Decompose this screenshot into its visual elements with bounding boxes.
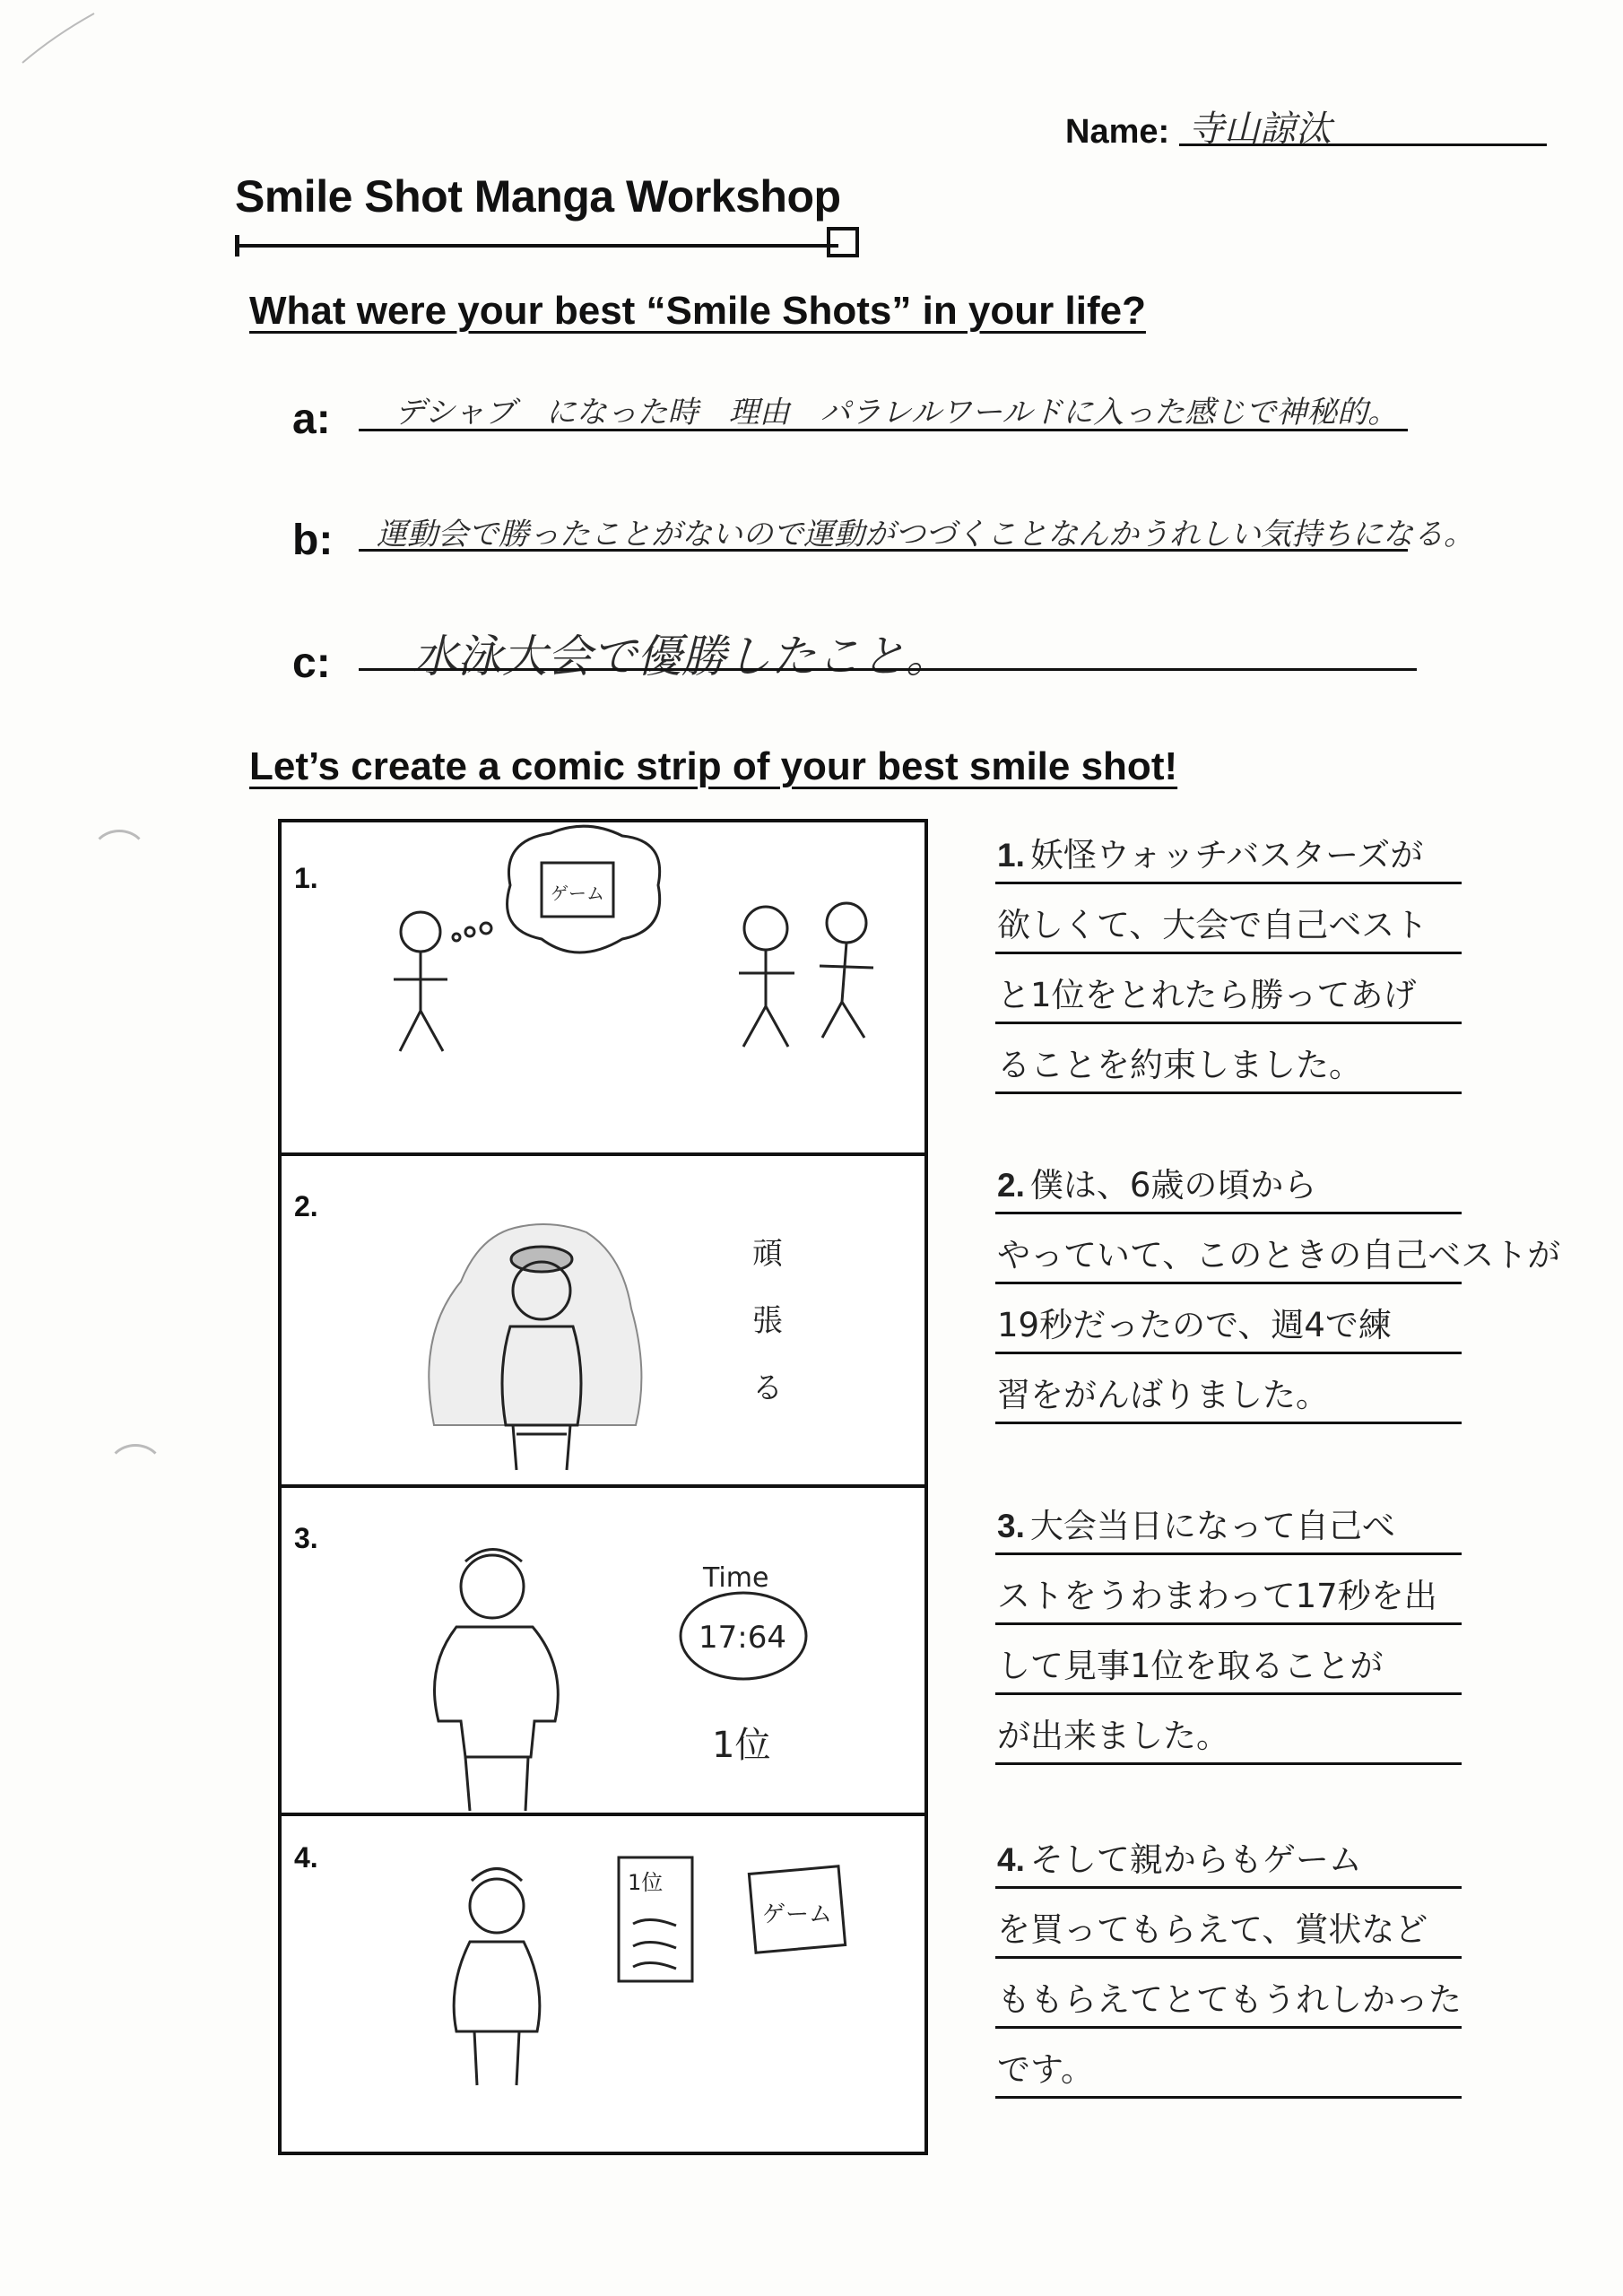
comic-panel-4 (282, 1816, 924, 2155)
answer-c-line (359, 668, 1417, 671)
story-line: ることを約束しました。 (997, 1046, 1362, 1084)
story-number: 1. (997, 837, 1025, 874)
name-underline (1179, 144, 1547, 146)
panel-3-drawing (282, 1488, 924, 1813)
panel-4-game-text: ゲーム (762, 1901, 833, 1928)
panel-3-time-value: 17:64 (699, 1620, 786, 1656)
story-line: そして親からもゲーム (1029, 1840, 1362, 1879)
story-line: 欲しくて、大会で自己ベスト (997, 906, 1428, 944)
panel-4-drawing (282, 1816, 924, 2152)
page-title: Smile Shot Manga Workshop (235, 171, 841, 222)
svg-text:る: る (752, 1370, 783, 1406)
story-line: 大会当日になって自己べ (1029, 1507, 1395, 1545)
answer-c-label: c: (292, 639, 331, 687)
story-line: ストをうわまわって17秒を出 (997, 1577, 1437, 1615)
story-line: です。 (997, 2050, 1095, 2089)
answer-a-text: デシャブ になった時 理由 パラレルワールドに入った感じで神秘的。 (395, 395, 1399, 430)
title-rule-box (827, 227, 859, 257)
story-line: 妖怪ウォッチバスターズが (1029, 836, 1424, 874)
panel-number: 4. (294, 1841, 318, 1874)
story-line: ももらえてとてもうれしかった (997, 1980, 1462, 2019)
name-label: Name: (1065, 113, 1170, 151)
answer-a-line (359, 429, 1408, 431)
comic-strip (278, 819, 928, 2155)
story-line: して見事1位を取ることが (997, 1647, 1384, 1685)
panel-2-drawing (282, 1156, 924, 1484)
panel-number: 3. (294, 1522, 318, 1554)
answer-b-text: 運動会で勝ったことがないので運動がつづくことなんかうれしい気持ちになる。 (377, 517, 1474, 552)
comic-panel-2 (282, 1156, 924, 1488)
name-value: 寺山諒汰 (1188, 109, 1332, 150)
answer-c-text: 水泳大会で優勝したこと。 (412, 631, 950, 683)
story-number: 2. (997, 1167, 1025, 1204)
panel-2-caption (752, 1236, 783, 1406)
story-line: と1位をとれたら勝ってあげ (997, 976, 1417, 1014)
panel-3-rank: 1位 (712, 1725, 771, 1766)
story-number: 3. (997, 1508, 1025, 1544)
story-number: 4. (997, 1841, 1025, 1878)
story-block-3 (995, 1489, 1462, 1776)
svg-text:頑: 頑 (752, 1236, 783, 1272)
story-line: 習をがんばりました。 (997, 1376, 1329, 1414)
story-block-4 (995, 1822, 1462, 2109)
panel-number: 2. (294, 1190, 318, 1222)
answer-b-line (359, 549, 1408, 552)
story-line: が出来ました。 (997, 1717, 1229, 1755)
story-line: 僕は、6歳の頃から (1029, 1166, 1317, 1205)
punch-hole (106, 1444, 165, 1500)
answer-b-label: b: (292, 517, 334, 564)
title-rule (238, 244, 838, 248)
panel-1-bubble-text: ゲーム (551, 883, 604, 904)
panel-number: 1. (294, 862, 318, 894)
comic-panel-1 (282, 822, 924, 1156)
story-block-2 (995, 1148, 1561, 1435)
corner-mark (18, 9, 99, 72)
story-line: を買ってもらえて、賞状など (997, 1910, 1428, 1949)
panel-1-drawing (282, 822, 924, 1152)
story-block-1 (995, 818, 1462, 1105)
panel-4-cert-text: 1位 (628, 1870, 664, 1895)
comic-panel-3 (282, 1488, 924, 1816)
question-heading-smile-shots: What were your best “Smile Shots” in your life? (249, 289, 1146, 333)
story-line: やっていて、このときの自己ベストが (997, 1236, 1561, 1274)
answer-a-label: a: (292, 396, 331, 443)
svg-text:張: 張 (752, 1303, 783, 1339)
panel-3-time-label: Time (703, 1562, 769, 1594)
punch-hole (90, 830, 149, 886)
question-heading-comic-strip: Let’s create a comic strip of your best smile shot! (249, 744, 1178, 788)
story-line: 19秒だったので、週4で練 (997, 1306, 1392, 1344)
